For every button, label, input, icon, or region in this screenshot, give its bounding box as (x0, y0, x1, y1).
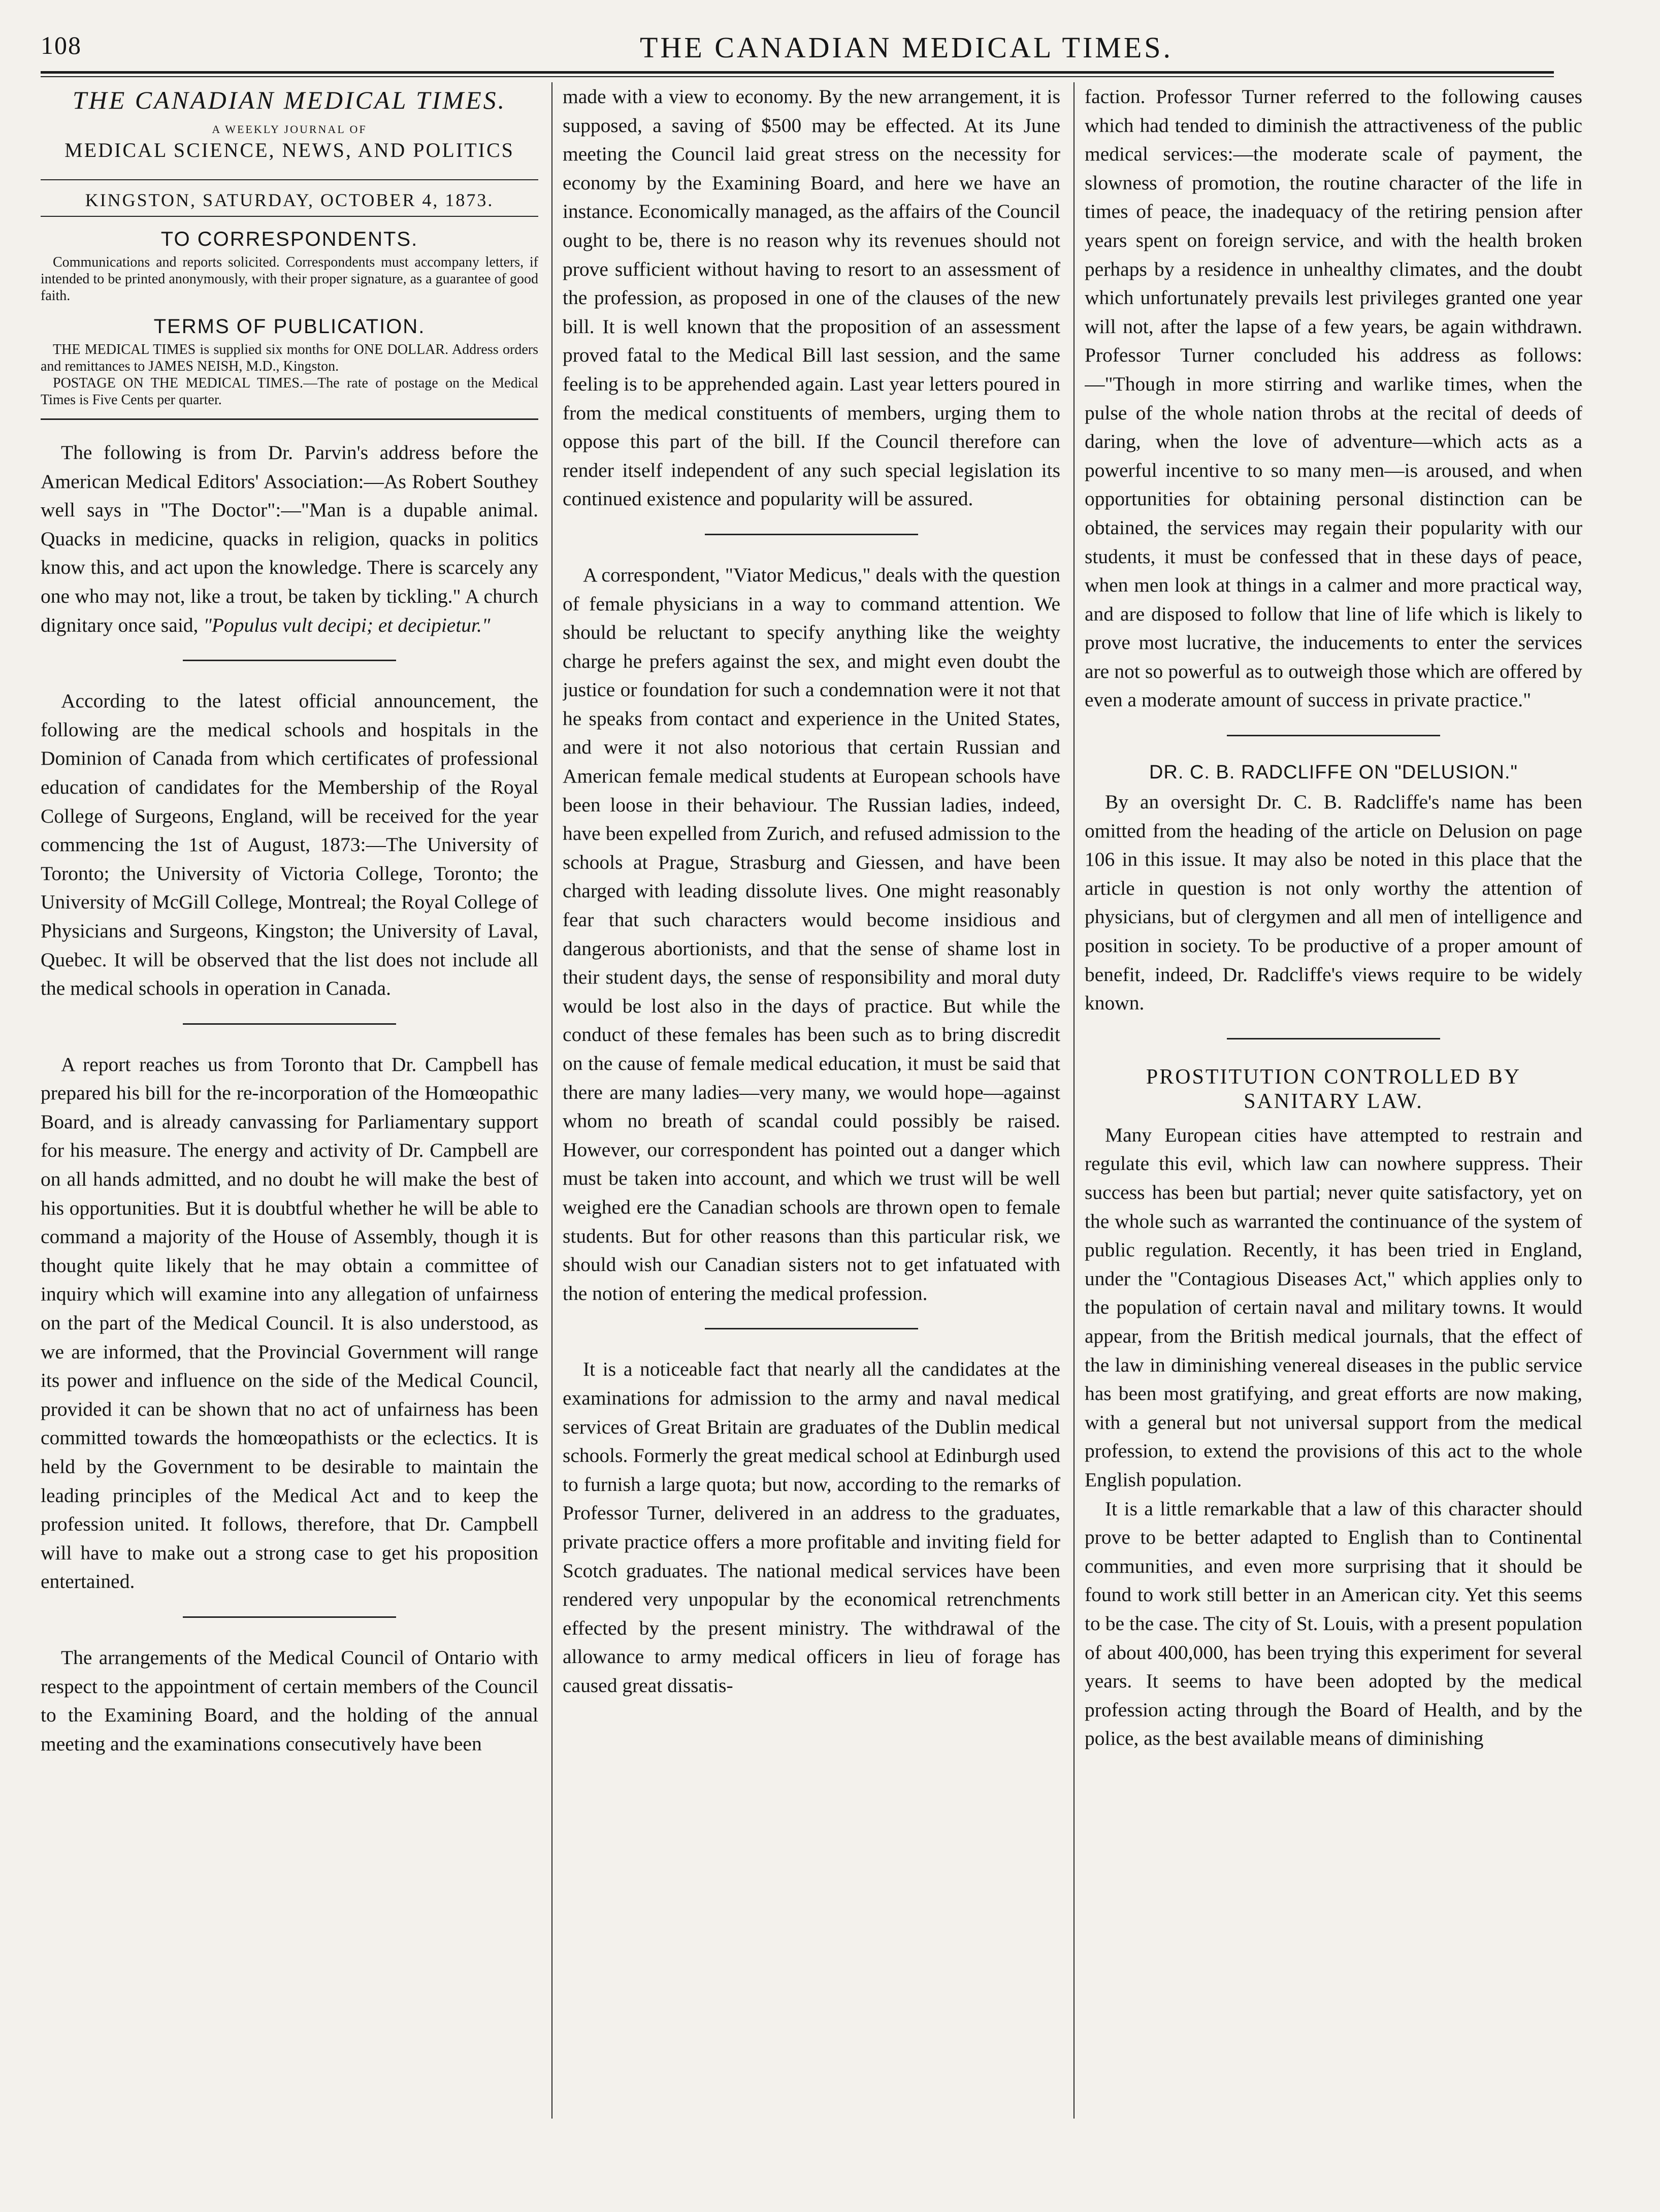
article-divider (705, 1328, 918, 1329)
header-rule (41, 71, 1554, 74)
publication-heading: TERMS OF PUBLICATION. (153, 315, 426, 338)
masthead-dateline: KINGSTON, SATURDAY, OCTOBER 4, 1873. (41, 179, 538, 211)
masthead-title: THE CANADIAN MEDICAL TIMES. (72, 86, 507, 114)
bottom-margin (0, 2123, 1660, 2212)
prostitution-paragraph-1: Many European cities have attempted to restrain and regulate this evil, which law can nowhere suppress. Their success has been but partial; never quite satisfactory, yet on the whole such as warranted the continuance of the system of public regulation. Recently, it has been tried in England, under the "Contagious Diseases Act," which applies only to the population of certain naval and military towns. It would appear, from the British medical journals, that the effect of the law in diminishing venereal diseases in the public service has been most gratifying, and great efforts are now making, with a general but not universal support from the medical profession, to extend the provisions of this act to the whole English population. (1085, 1123, 1582, 1491)
column-divider (1073, 82, 1075, 2119)
postage-text: POSTAGE ON THE MEDICAL TIMES.—The rate of postage on the Medical Times is Five Cents per quarter. (41, 375, 538, 408)
dublin-schools-article: It is a noticeable fact that nearly all the candidates at the examinations for admission to the army and naval medical services of Great Britain are graduates of the Dublin medical schools. Formerly the great medical school at Edinburgh used to furnish a large quota; but now, according to the remarks of Professor Turner, delivered in an address to the graduates, private practice offers a more profitable and inviting field for Scotch graduates. The national medical services have been rendered very unpopular by the economical retrenchments effected by the present ministry. The withdrawal of the allowance to army medical officers in lieu of forage has caused great dissatis- (563, 1358, 1060, 1697)
page-number: 108 (41, 31, 82, 59)
radcliffe-heading: DR. C. B. RADCLIFFE ON "DELUSION." (1149, 762, 1518, 784)
masthead-tagline: MEDICAL SCIENCE, NEWS, AND POLITICS (64, 139, 514, 161)
latin-quote: "Populus vult decipi; et decipietur." (203, 613, 491, 636)
column-3 (1085, 82, 1582, 2119)
running-header (41, 30, 1554, 66)
column-2 (563, 82, 1060, 2119)
article-divider (183, 660, 396, 661)
article-divider (183, 1616, 396, 1618)
correspondents-text: Communications and reports solicited. Correspondents must accompany letters, if intended to be printed anonymously, with their proper signature, as a guarantee of good faith. (41, 254, 538, 304)
column-divider (551, 82, 552, 2119)
running-title: THE CANADIAN MEDICAL TIMES. (640, 31, 1174, 64)
article-divider (1227, 735, 1440, 736)
parvin-article (41, 438, 538, 639)
correspondents-heading: TO CORRESPONDENTS. (160, 228, 418, 250)
masthead (41, 85, 538, 217)
medical-schools-article: According to the latest official announcement, the following are the medical schools and hospitals in the Dominion of Canada from which certificates of professional education of candidates for the Membership of the Royal College of Surgeons, England, will be received for the year commencing the 1st of August, 1873:—The University of Toronto; the University of Victoria College, Toronto; the University of McGill College, Montreal; the Royal College of Physicians and Surgeons, Kingston; the University of Laval, Quebec. It will be observed that the list does not include all the medical schools in operation in Canada. (41, 690, 538, 1000)
parvin-text: The following is from Dr. Parvin's address before the American Medical Editors' Association:—As Robert Southey well says in "The Doctor":—"Man is a dupable animal. Quacks in medicine, quacks in religion, quacks in politics know this, and act upon the knowledge. There is scarcely any one who may not, like a trout, be taken by tickling." A church dignitary once said, (41, 441, 538, 636)
viator-medicus-article: A correspondent, "Viator Medicus," deals with the question of female physicians in a way to command attention. We should be reluctant to specify anything like the weighty charge he prefers against the sex, and might even doubt the justice or foundation for such a condemnation were it not that he speaks from contact and experience in the United States, and were it not also notorious that certain Russian and American female medical students at European schools have been loose in their behaviour. The Russian ladies, indeed, have been expelled from Zurich, and refused admission to the schools at Prague, Strasburg and Giessen, and have been charged with leading dissolute lives. One might reasonably fear that such characters would become insidious and dangerous abortionists, and that the sense of shame lost in their student days, the sense of responsibility and moral duty would be lost also in the days of practice. But while the conduct of these females has been such as to bring discredit on the cause of female medical education, it must be said that there are many ladies—very many, we would hope—against whom no breath of scandal could possibly be raised. However, our correspondent has pointed out a danger which must be taken into account, and which we trust will be well weighed ere the Canadian schools are thrown open to female students. But for other reasons than this particular risk, we should wish our Canadian sisters not to get infatuated with the notion of entering the medical profession. (563, 563, 1060, 1305)
masthead-subtitle: A WEEKLY JOURNAL OF (212, 123, 367, 136)
prostitution-heading: PROSTITUTION CONTROLLED BY SANITARY LAW. (1146, 1065, 1521, 1113)
article-divider (1227, 1038, 1440, 1039)
column-1 (41, 82, 538, 2119)
campbell-article: A report reaches us from Toronto that Dr. Campbell has prepared his bill for the re-incorporation of the Homœopathic Board, and is already canvassing for Parliamentary support for his measure. The energy and activity of Dr. Campbell are on all hands admitted, and no doubt he will make the best of his opportunities. But it is doubtful whether he will be able to command a majority of the House of Assembly, though it is thought quite likely that he may obtain a committee of inquiry which will examine into any allegation of unfairness on the part of the Medical Council. It is also understood, as we are informed, that the Provincial Government will range its power and influence on the side of the Medical Council, provided it can be shown that no act of unfairness has been committed towards the homœopathists or the eclectics. It is held by the Government to be desirable to maintain the leading principles of the Medical Act and to keep the profession united. It follows, therefore, that Dr. Campbell will have to make out a strong case to get his proposition entertained. (41, 1053, 538, 1593)
radcliffe-article: By an oversight Dr. C. B. Radcliffe's name has been omitted from the heading of the article on Delusion on page 106 in this issue. It may also be noted in this place that the article in question is not only worthy the attention of physicians, but of clergymen and all men of intelligence and position in society. To be productive of a proper amount of benefit, indeed, Dr. Radcliffe's views require to be widely known. (1085, 791, 1582, 1015)
article-divider (183, 1023, 396, 1025)
council-article-continued: made with a view to economy. By the new arrangement, it is supposed, a saving of $500 may be effected. At its June meeting the Council laid great stress on the necessity for economy by the Examining Board, and here we have an instance. Economically managed, as the affairs of the Council ought to be, there is no reason why its revenues should not prove sufficient without having to resort to an assessment of the profession, as proposed in one of the clauses of the new bill. It is well known that the proposition of an assessment proved fatal to the Medical Bill last session, and the same feeling is to be apprehended again. Last year letters poured in from the medical constituents of members, urging them to oppose this part of the bill. If the Council therefore can render itself independent of any such special legislation its continued existence and popularity will be assured. (563, 85, 1060, 510)
header-rule-thin (41, 76, 1554, 77)
prostitution-paragraph-2: It is a little remarkable that a law of this character should prove to be better adapted to English than to Continental communities, and even more surprising that it should be found to work still better in an American city. Yet this seems to be the case. The city of St. Louis, with a present population of about 400,000, has been trying this experiment for several years. It seems to have been adopted by the medical profession acting through the Board of Health, and by the police, as the best available means of diminishing (1085, 1497, 1582, 1750)
article-divider (705, 534, 918, 535)
publication-text: THE MEDICAL TIMES is supplied six months for ONE DOLLAR. Address orders and remittances to JAMES NEISH, M.D., Kingston. (41, 342, 538, 374)
turner-article-continued: faction. Professor Turner referred to the following causes which had tended to diminish the attractiveness of the public medical services:—the moderate scale of payment, the slowness of promotion, the routine character of the life in times of peace, the inadequacy of the retiring pension after years spent on foreign service, and with the health broken perhaps by a residence in unhealthy climates, and the doubt which unfortunately prevails lest privileges granted one year will not, after the lapse of a few years, be again withdrawn. Professor Turner concluded his address as follows:—"Though in more stirring and warlike times, when the pulse of the whole nation throbs at the recital of deeds of daring, when the love of adventure—which acts as a powerful incentive to so many men—is aroused, and when opportunities for obtaining personal distinction can be obtained, the services may regain their popularity with our students, it must be confessed that in these days of peace, when men look at things in a calmer and more practical way, and are disposed to follow that line of life which is likely to prove most lucrative, the inducements to enter the services are not so powerful as to outweigh those which are offered by even a moderate amount of success in private practice." (1085, 85, 1582, 711)
notices-block (41, 228, 538, 420)
council-article-start: The arrangements of the Medical Council of Ontario with respect to the appointment of certain members of the Council to the Examining Board, and the holding of the annual meeting and the examinations consecutively have been (41, 1646, 538, 1755)
